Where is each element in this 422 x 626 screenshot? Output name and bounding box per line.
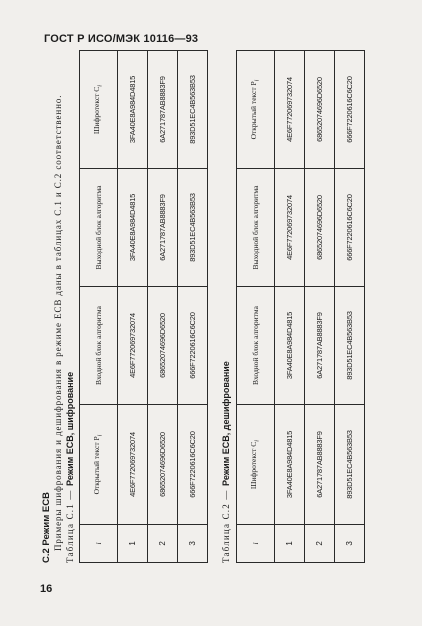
table-cell: 4E6F772069732074 — [118, 405, 148, 525]
table-cell: 68652074696D6520 — [148, 405, 178, 525]
table2-caption-prefix: Таблица С.2 — — [221, 485, 231, 563]
table-cell: 666F7220616C6C20 — [335, 51, 365, 169]
table-cell: 893D51EC4B563B53 — [335, 405, 365, 525]
table1-header-cell: Входной блок алгоритма — [80, 287, 118, 405]
section-title: С.2 Режим ЕСВ — [41, 492, 52, 563]
table-cell: 68652074696D6520 — [148, 287, 178, 405]
table2-header-cell: Выходной блок алгоритма — [237, 169, 275, 287]
table1-caption-title: Режим ЕСВ, шифрование — [65, 371, 75, 486]
table2 — [236, 50, 365, 563]
table-cell: 666F7220616C6C20 — [178, 405, 208, 525]
table1-header-cell: Шифротекст $C_i$ — [80, 51, 118, 169]
table1-header-row — [80, 51, 118, 563]
table-cell: 4E6F772069732074 — [275, 169, 305, 287]
table-cell: 6A271787AB8883F9 — [148, 169, 178, 287]
table-cell: 4E6F772069732074 — [275, 51, 305, 169]
page-header: ГОСТ Р ИСО/МЭК 10116—93 — [44, 33, 199, 45]
table-cell: 3 — [178, 525, 208, 563]
table-cell: 3FA40E8A984D4815 — [118, 51, 148, 169]
table-cell: 3FA40E8A984D4815 — [275, 405, 305, 525]
table-cell: 2 — [305, 525, 335, 563]
table1-header-cell: Открытый текст $P_i$ — [80, 405, 118, 525]
table2-header-cell: Открытый текст $P_i$ — [237, 51, 275, 169]
table-row — [178, 51, 208, 563]
intro-text: Примеры шифрования и дешифрования в режиме ЕСВ даны в таблицах С.1 и С.2 соответственно. — [53, 94, 63, 551]
page-number: 16 — [40, 583, 53, 595]
rotated-content — [41, 51, 381, 563]
table-cell: 68652074696D6520 — [305, 169, 335, 287]
table-row — [305, 51, 335, 563]
table-cell: 893D51EC4B563B53 — [178, 51, 208, 169]
table-row — [148, 51, 178, 563]
table-cell: 666F7220616C6C20 — [178, 287, 208, 405]
table1-caption — [65, 372, 76, 563]
table2-header-row — [237, 51, 275, 563]
table2-caption-title: Режим ЕСВ, дешифрование — [221, 361, 231, 486]
table2-header-cell: i — [237, 525, 275, 563]
table-cell: 3 — [335, 525, 365, 563]
table1-header-cell: i — [80, 525, 118, 563]
table2-header-cell: Входной блок алгоритма — [237, 287, 275, 405]
table-cell: 6A271787AB8883F9 — [305, 405, 335, 525]
table-cell: 1 — [118, 525, 148, 563]
table-cell: 4E6F772069732074 — [118, 287, 148, 405]
table-cell: 893D51EC4B563B53 — [178, 169, 208, 287]
table-cell: 893D51EC4B563B53 — [335, 287, 365, 405]
table-cell: 1 — [275, 525, 305, 563]
table-row — [118, 51, 148, 563]
table-cell: 3FA40E8A984D4815 — [275, 287, 305, 405]
table-cell: 6A271787AB8883F9 — [305, 287, 335, 405]
table-cell: 2 — [148, 525, 178, 563]
table-row — [335, 51, 365, 563]
table-cell: 6A271787AB8883F9 — [148, 51, 178, 169]
table2-caption — [221, 361, 232, 563]
table1 — [79, 50, 208, 563]
table-cell: 68652074696D6520 — [305, 51, 335, 169]
table2-header-cell: Шифротекст $C_i$ — [237, 405, 275, 525]
table1-header-cell: Выходной блок алгоритма — [80, 169, 118, 287]
table-cell: 3FA40E8A984D4815 — [118, 169, 148, 287]
table1-caption-prefix: Таблица С.1 — — [65, 485, 75, 563]
table-row — [275, 51, 305, 563]
table-cell: 666F7220616C6C20 — [335, 169, 365, 287]
